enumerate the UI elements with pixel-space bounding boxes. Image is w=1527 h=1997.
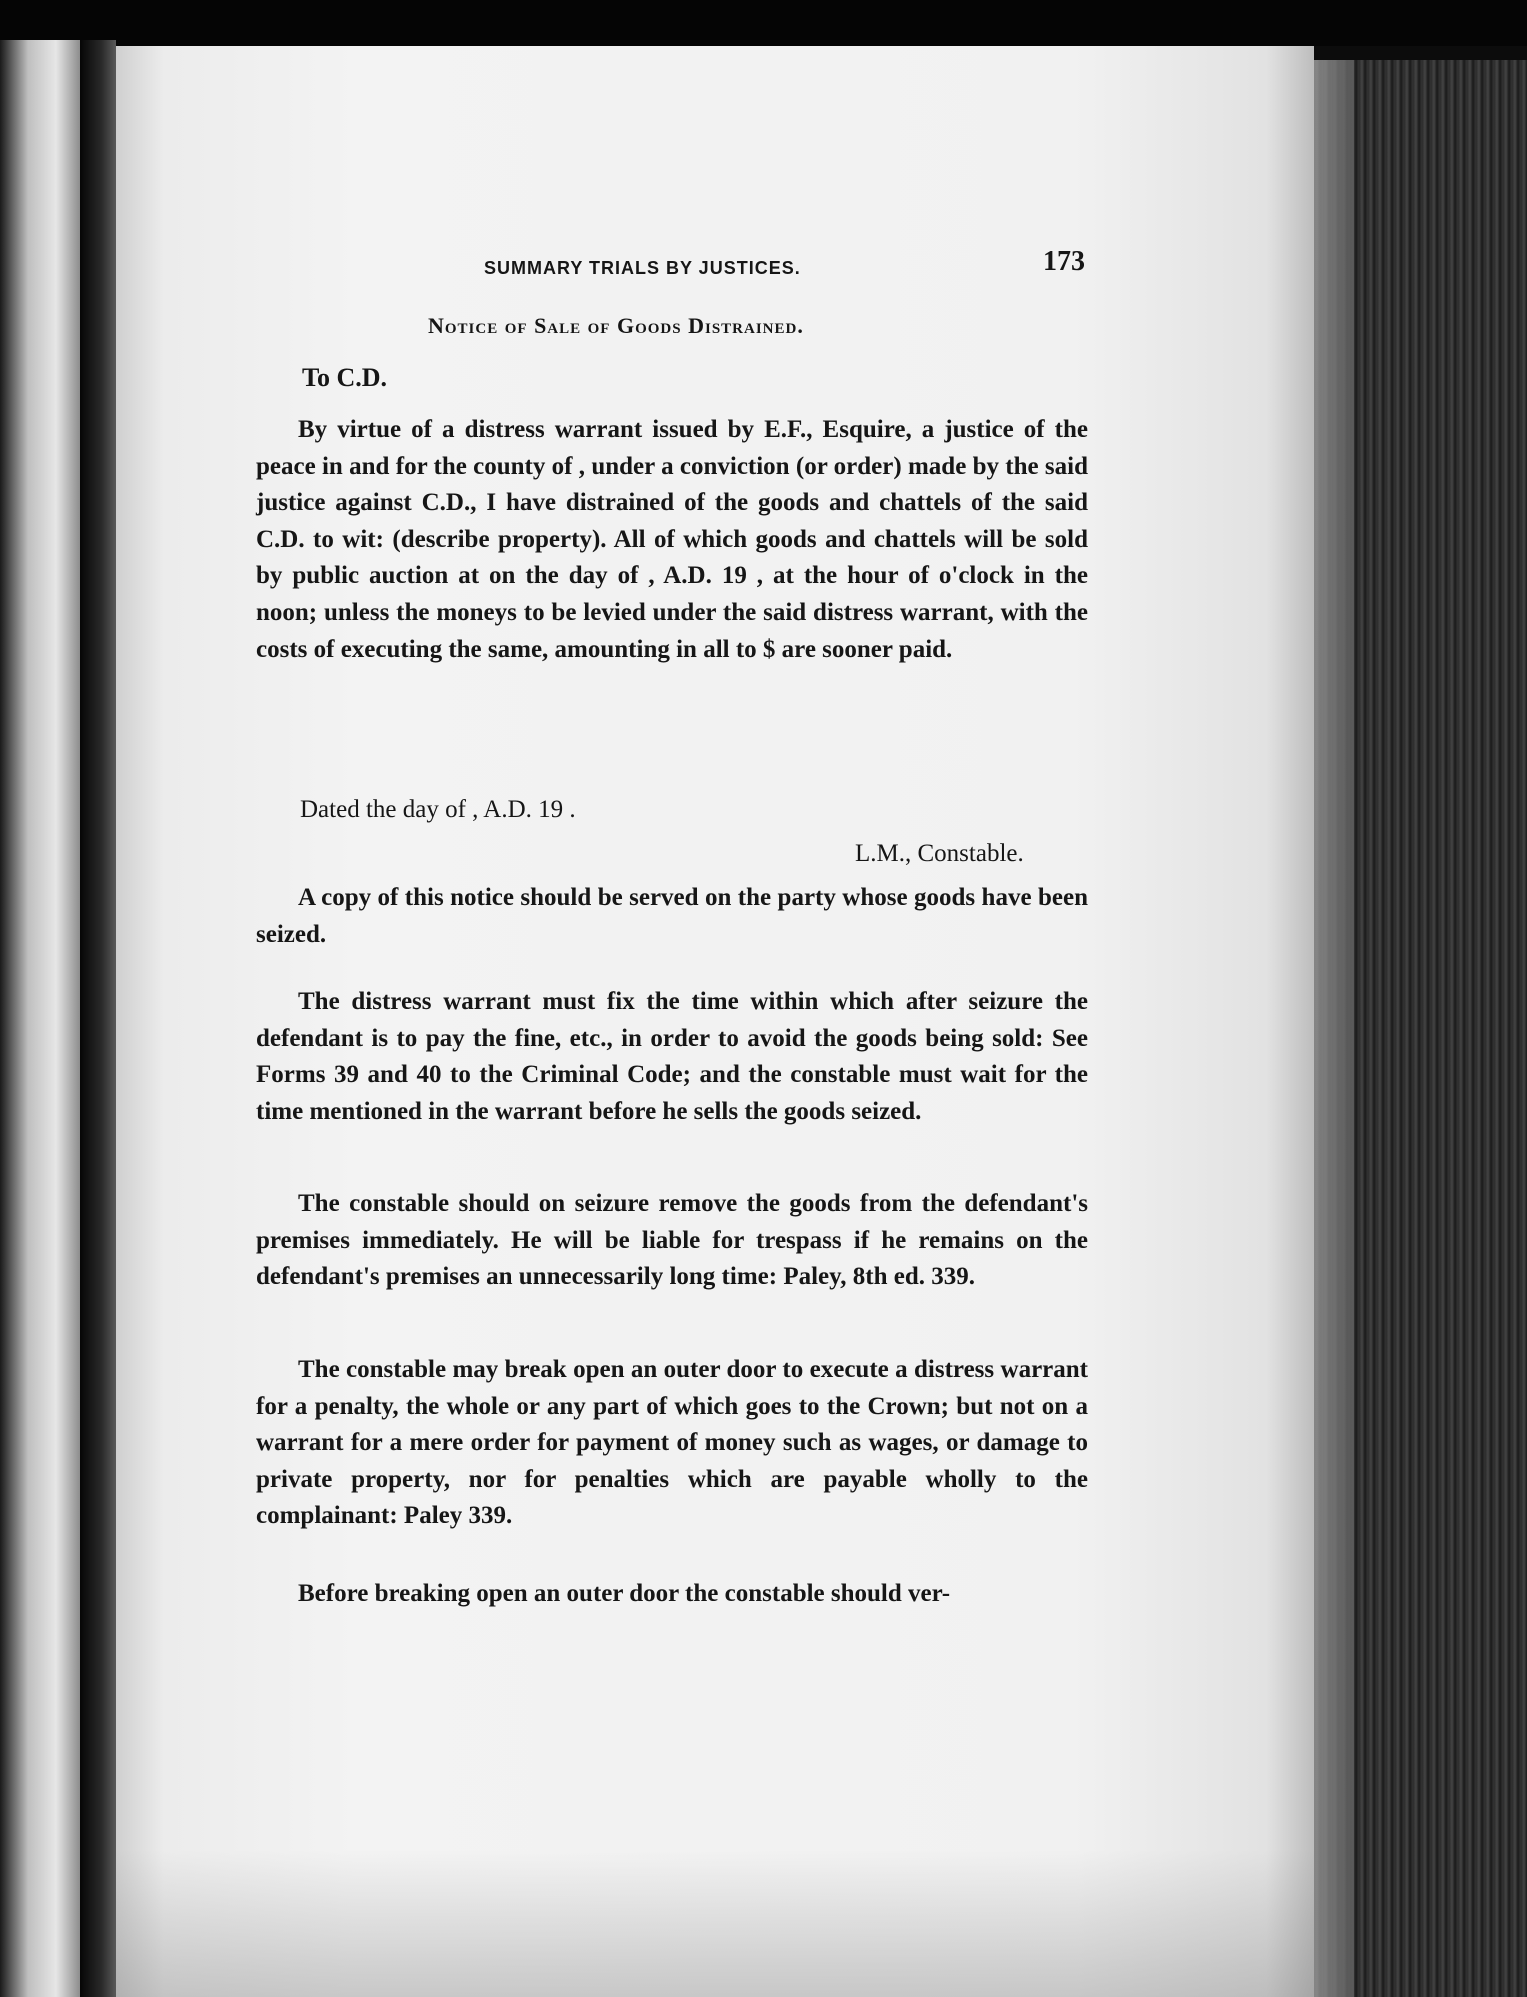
notice-body-text: By virtue of a distress warrant issued by E.F., Esquire, a justice of the peace in and for the county of , under a conviction (or order) made by the said justice against C.D., I have distrained of the goods and chattels of the said C.D. to wit: (describe property). All of which goods and chattels will be sold by public auction at on the day of , A.D. 19 , at the hour of o'clock in the noon; unless the moneys to be levied under the said distress warrant, with the costs of executing the same, amounting in all to $ are sooner paid. [256, 416, 1088, 663]
paragraph-remove-goods-text: The constable should on seizure remove the goods from the defendant's premises immediately. He will be liable for trespass if he remains on the defendant's premises an unnecessarily long time: Paley, 8th ed. 339. [256, 1190, 1088, 1291]
constable-signature: L.M., Constable. [855, 840, 1024, 867]
service-note-text: A copy of this notice should be served on the party whose goods have been seized. [256, 884, 1088, 948]
paragraph-remove-goods [256, 1186, 1088, 1296]
paragraph-outer-door-text: The constable may break open an outer door to execute a distress warrant for a penalty, the whole or any part of which goes to the Crown; but not on a warrant for a mere order for payment of money such as wages, or damage to private property, nor for penalties which are payable wholly to the complainant: Paley 339. [256, 1356, 1088, 1530]
page-number: 173 [1043, 246, 1085, 277]
paragraph-time-to-pay [256, 984, 1088, 1130]
service-note [256, 880, 1088, 953]
paragraph-outer-door [256, 1352, 1088, 1535]
notice-title: Notice of Sale of Goods Distrained. [428, 313, 804, 338]
running-head: SUMMARY TRIALS BY JUSTICES. [484, 258, 801, 278]
paragraph-time-to-pay-text: The distress warrant must fix the time within which after seizure the defendant is to pay the fine, etc., in order to avoid the goods being sold: See Forms 39 and 40 to the Criminal Code; and the constable must wait for the time mentioned in the warrant before he sells the goods seized. [256, 988, 1088, 1125]
addressee-line: To C.D. [302, 363, 388, 392]
paragraph-before-breaking [256, 1576, 1088, 1613]
notice-body [256, 412, 1088, 668]
dated-line: Dated the day of , A.D. 19 . [300, 796, 576, 823]
paragraph-before-breaking-text: Before breaking open an outer door the constable should ver- [298, 1580, 951, 1607]
